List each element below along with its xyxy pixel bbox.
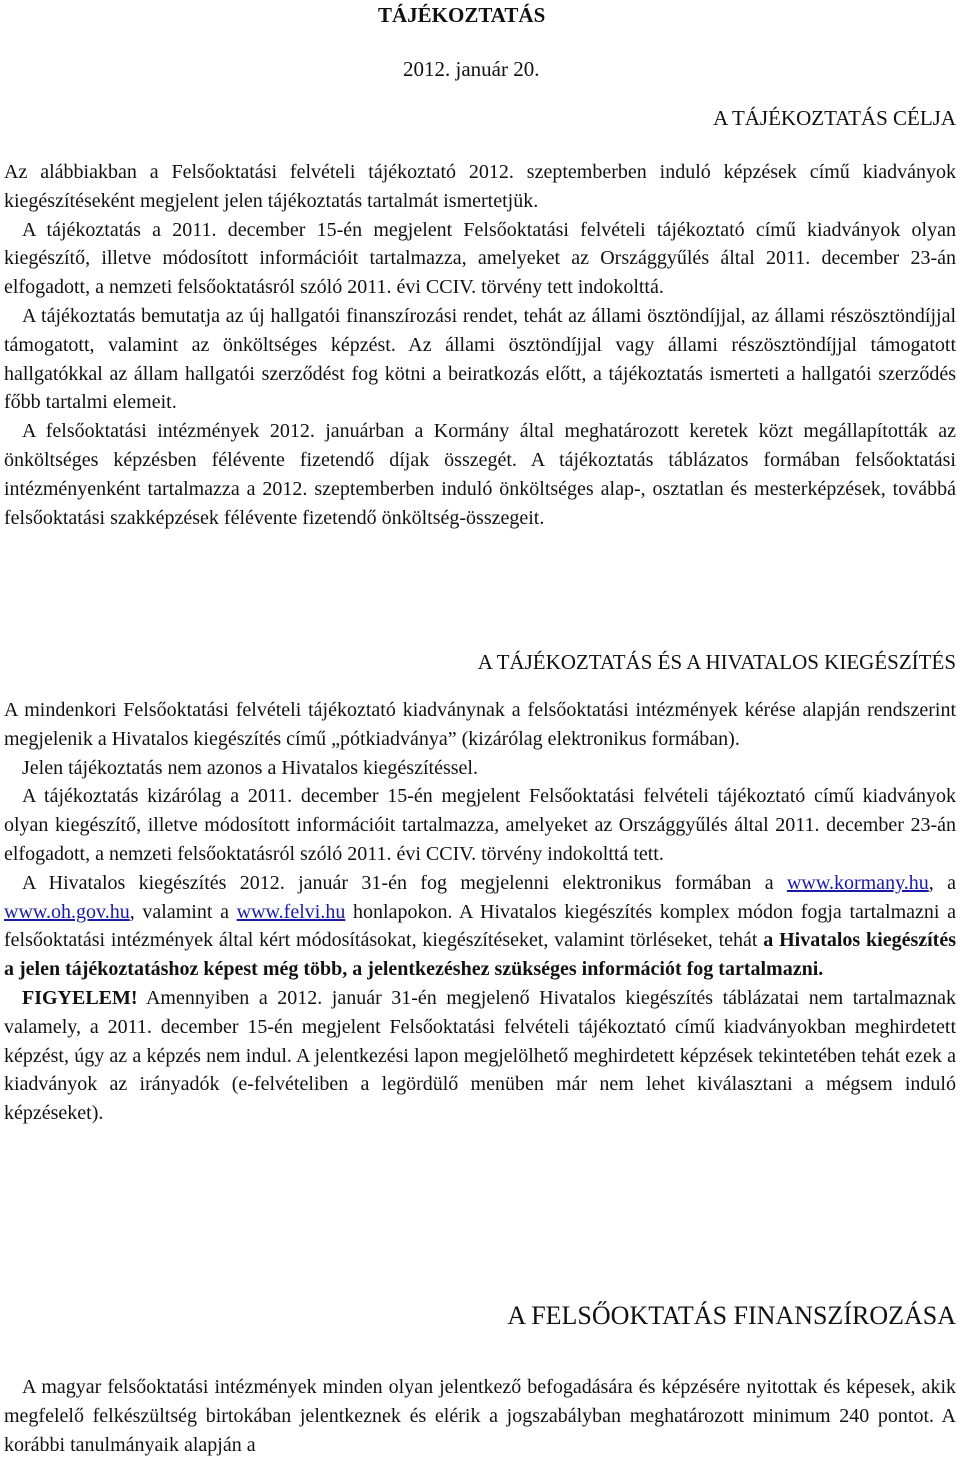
section-body-official-supplement bbox=[4, 696, 956, 1128]
paragraph: A magyar felsőoktatási intézmények minden olyan jelentkező befogadására és képzésére nyitottak és képesek, akik megfelelő felkészültség birtokában jelentkeznek és elérik a jogszabályban meghatározott minimum 240 pontot. A korábbi tanulmányaik alapján a bbox=[4, 1376, 956, 1456]
section-heading-purpose bbox=[4, 104, 956, 133]
section-title: A FELSŐOKTATÁS FINANSZÍROZÁSA bbox=[507, 1301, 956, 1330]
paragraph: A tájékoztatás bemutatja az új hallgatói finanszírozási rendet, tehát az állami ösztöndíjjal, az állami részösztöndíjjal támogatott, valamint az önköltséges képzést. Az állami ösztöndíjjal vagy állami részösztöndíjjal támogatott hallgatókkal az állam hallgatói szerződést fog kötni a beiratkozás előtt, a tájékoztatás ismerteti a hallgatói szerződés főbb tartalmi elemeit. bbox=[4, 304, 956, 414]
section-heading-financing bbox=[4, 1302, 956, 1331]
paragraph: A tájékoztatás a 2011. december 15-én megjelent Felsőoktatási felvételi tájékoztató című kiadványok olyan kiegészítő, illetve módosított információit tartalmazza, amelyeket az Országgyűlés által 2011. december 23-án elfogadott, a nemzeti felsőoktatásról szóló 2011. évi CCIV. törvény tett indokolttá. bbox=[4, 218, 956, 299]
paragraph: Jelen tájékoztatás nem azonos a Hivatalos kiegészítéssel. bbox=[22, 756, 478, 779]
paragraph: Az alábbiakban a Felsőoktatási felvételi tájékoztató 2012. szeptemberben induló képzések című kiadványok kiegészítéseként megjelent jelen tájékoztatás tartalmát ismertetjük. bbox=[4, 161, 956, 212]
text-run: , a bbox=[928, 871, 956, 894]
section-title: A TÁJÉKOZTATÁS ÉS A HIVATALOS KIEGÉSZÍTÉS bbox=[477, 650, 956, 674]
section-title: A TÁJÉKOZTATÁS CÉLJA bbox=[713, 106, 956, 130]
section-body-financing bbox=[4, 1373, 956, 1459]
document-date: 2012. január 20. bbox=[403, 57, 540, 81]
warning-label: FIGYELEM! bbox=[22, 986, 138, 1009]
paragraph-warning bbox=[4, 984, 956, 1128]
link-oh[interactable]: www.oh.gov.hu bbox=[4, 900, 130, 923]
document-title: TÁJÉKOZTATÁS bbox=[378, 3, 546, 27]
text-run: honlapokon. A Hivatalos kiegészítés komplex módon fogja tartalmazni a felsőoktatási intézmények által kért módosításokat, kiegészítéseket, valamint törléseket, tehát bbox=[4, 900, 956, 952]
paragraph: A tájékoztatás kizárólag a 2011. december 15-én megjelent Felsőoktatási felvételi tájékoztató című kiadványok olyan kiegészítő, illetve módosított információit tartalmazza, amelyeket az Országgyűlés által 2011. december 23-án elfogadott, a nemzeti felsőoktatásról szóló 2011. évi CCIV. törvény indokolttá tett. bbox=[4, 785, 956, 865]
link-felvi[interactable]: www.felvi.hu bbox=[236, 900, 346, 923]
section-heading-official-supplement bbox=[4, 648, 956, 677]
text-run: Amennyiben a 2012. január 31-én megjelenő Hivatalos kiegészítés táblázatai nem tartalmaznak valamely, a 2011. december 15-én megjelent Felsőoktatási felvételi tájékoztató című kiadványokban meghirdetett képzést, úgy az a képzés nem indul. A jelentkezési lapon megjelölhető meghirdetett képzések tekintetében tehát ezek a kiadványok az irányadók (e-felvételiben a legördülő menüben már nem lehet kiválasztani a mégsem induló képzéseket). bbox=[4, 986, 956, 1125]
text-run: A Hivatalos kiegészítés 2012. január 31-én fog megjelenni elektronikus formában a bbox=[22, 871, 787, 894]
section-body-purpose bbox=[4, 158, 956, 532]
text-run: , valamint a bbox=[129, 900, 237, 923]
link-kormany[interactable]: www.kormany.hu bbox=[786, 871, 929, 894]
paragraph: A mindenkori Felsőoktatási felvételi tájékoztató kiadványnak a felsőoktatási intézmények kérése alapján rendszerint megjelenik a Hivatalos kiegészítés című „pótkiadványa” (kizárólag elektronikus formában). bbox=[4, 699, 956, 750]
paragraph: A felsőoktatási intézmények 2012. januárban a Kormány által meghatározott keretek közt megállapították az önköltséges képzésben félévente fizetendő díjak összegét. A tájékoztatás táblázatos formában felsőoktatási intézményenként tartalmazza a 2012. szeptemberben induló önköltséges alap-, osztatlan és mesterképzések, továbbá felsőoktatási szakképzések félévente fizetendő önköltség-összegeit. bbox=[4, 420, 956, 529]
paragraph-with-links bbox=[4, 869, 956, 984]
bold-emphasis: a Hivatalos kiegészítés a jelen tájékoztatáshoz képest még több, a jelentkezéshez szükséges információt fog tartalmazni. bbox=[4, 929, 956, 981]
